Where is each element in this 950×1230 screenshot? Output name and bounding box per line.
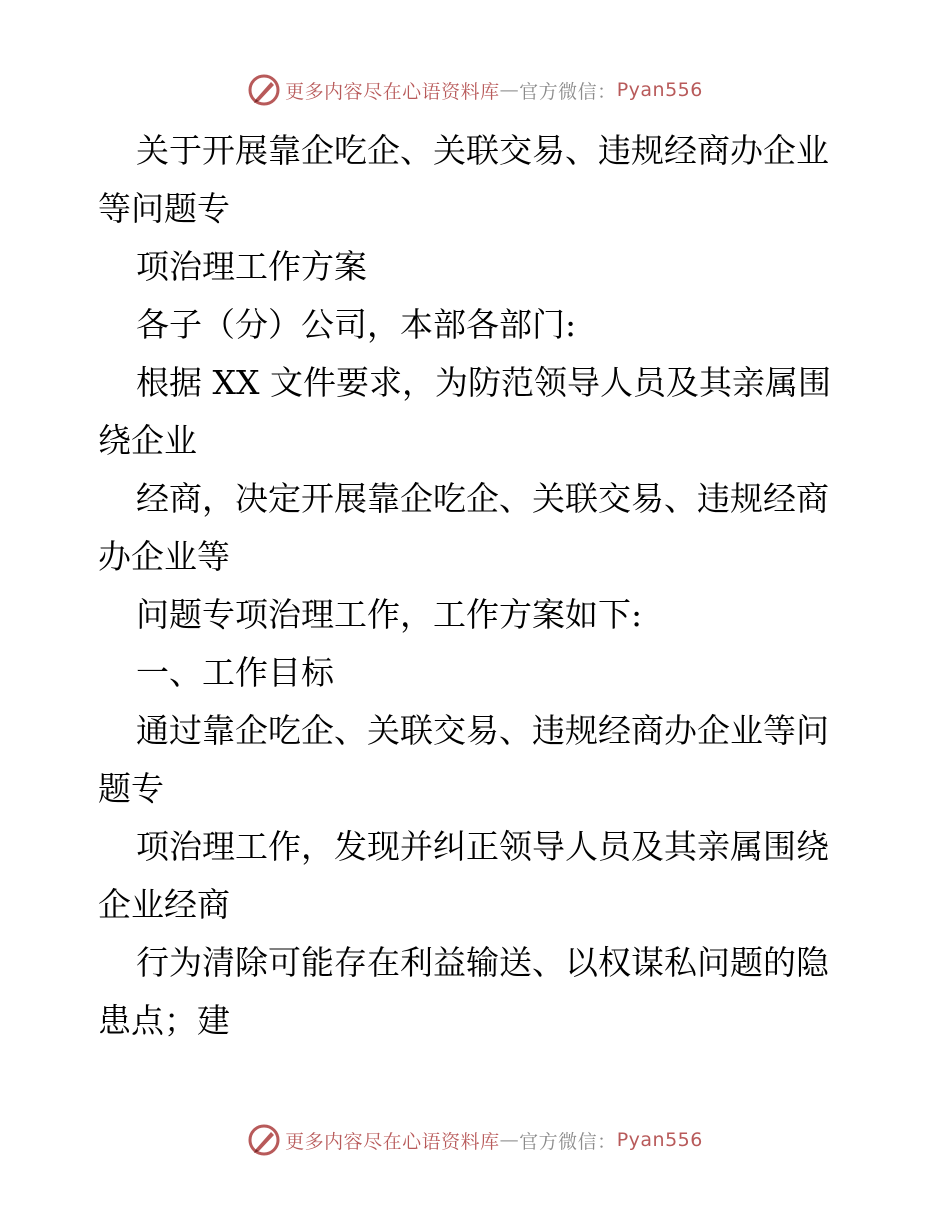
doc-line: 项治理工作方案 [136,247,367,286]
watermark-wechat-id: Pyan556 [616,79,703,101]
doc-line: 根据 XX 文件要求，为防范领导人员及其亲属围 [136,363,831,402]
doc-line: 各子（分）公司，本部各部门: [136,305,577,344]
watermark-site-text: 更多内容尽在心语资料库 [285,80,500,103]
watermark-wechat-label: 官方微信： [519,1130,617,1153]
document-body [98,122,858,1050]
doc-line: 题专 [98,769,164,808]
doc-line: 等问题专 [98,189,230,228]
header-watermark [0,70,950,110]
watermark-dash: — [499,1129,520,1151]
doc-line: 行为清除可能存在利益输送、以权谋私问题的隐 [136,943,829,982]
doc-line: 绕企业 [98,421,197,460]
doc-line: 患点；建 [98,1001,230,1040]
doc-line: 项治理工作，发现并纠正领导人员及其亲属围绕 [136,827,829,866]
doc-line: 关于开展靠企吃企、关联交易、违规经商办企业 [136,131,829,170]
footer-watermark [0,1120,950,1160]
watermark-wechat-id: Pyan556 [616,1129,703,1151]
watermark-wechat-label: 官方微信： [519,80,617,103]
section-heading: 一、工作目标 [136,653,334,692]
doc-line: 通过靠企吃企、关联交易、违规经商办企业等问 [136,711,829,750]
quill-pen-icon [247,73,281,107]
watermark-site-text: 更多内容尽在心语资料库 [285,1130,500,1153]
doc-line: 经商，决定开展靠企吃企、关联交易、违规经商 [136,479,829,518]
watermark-dash: — [499,79,520,101]
doc-line: 企业经商 [98,885,230,924]
doc-line: 问题专项治理工作，工作方案如下: [136,595,643,634]
doc-line: 办企业等 [98,537,230,576]
quill-pen-icon [247,1123,281,1157]
